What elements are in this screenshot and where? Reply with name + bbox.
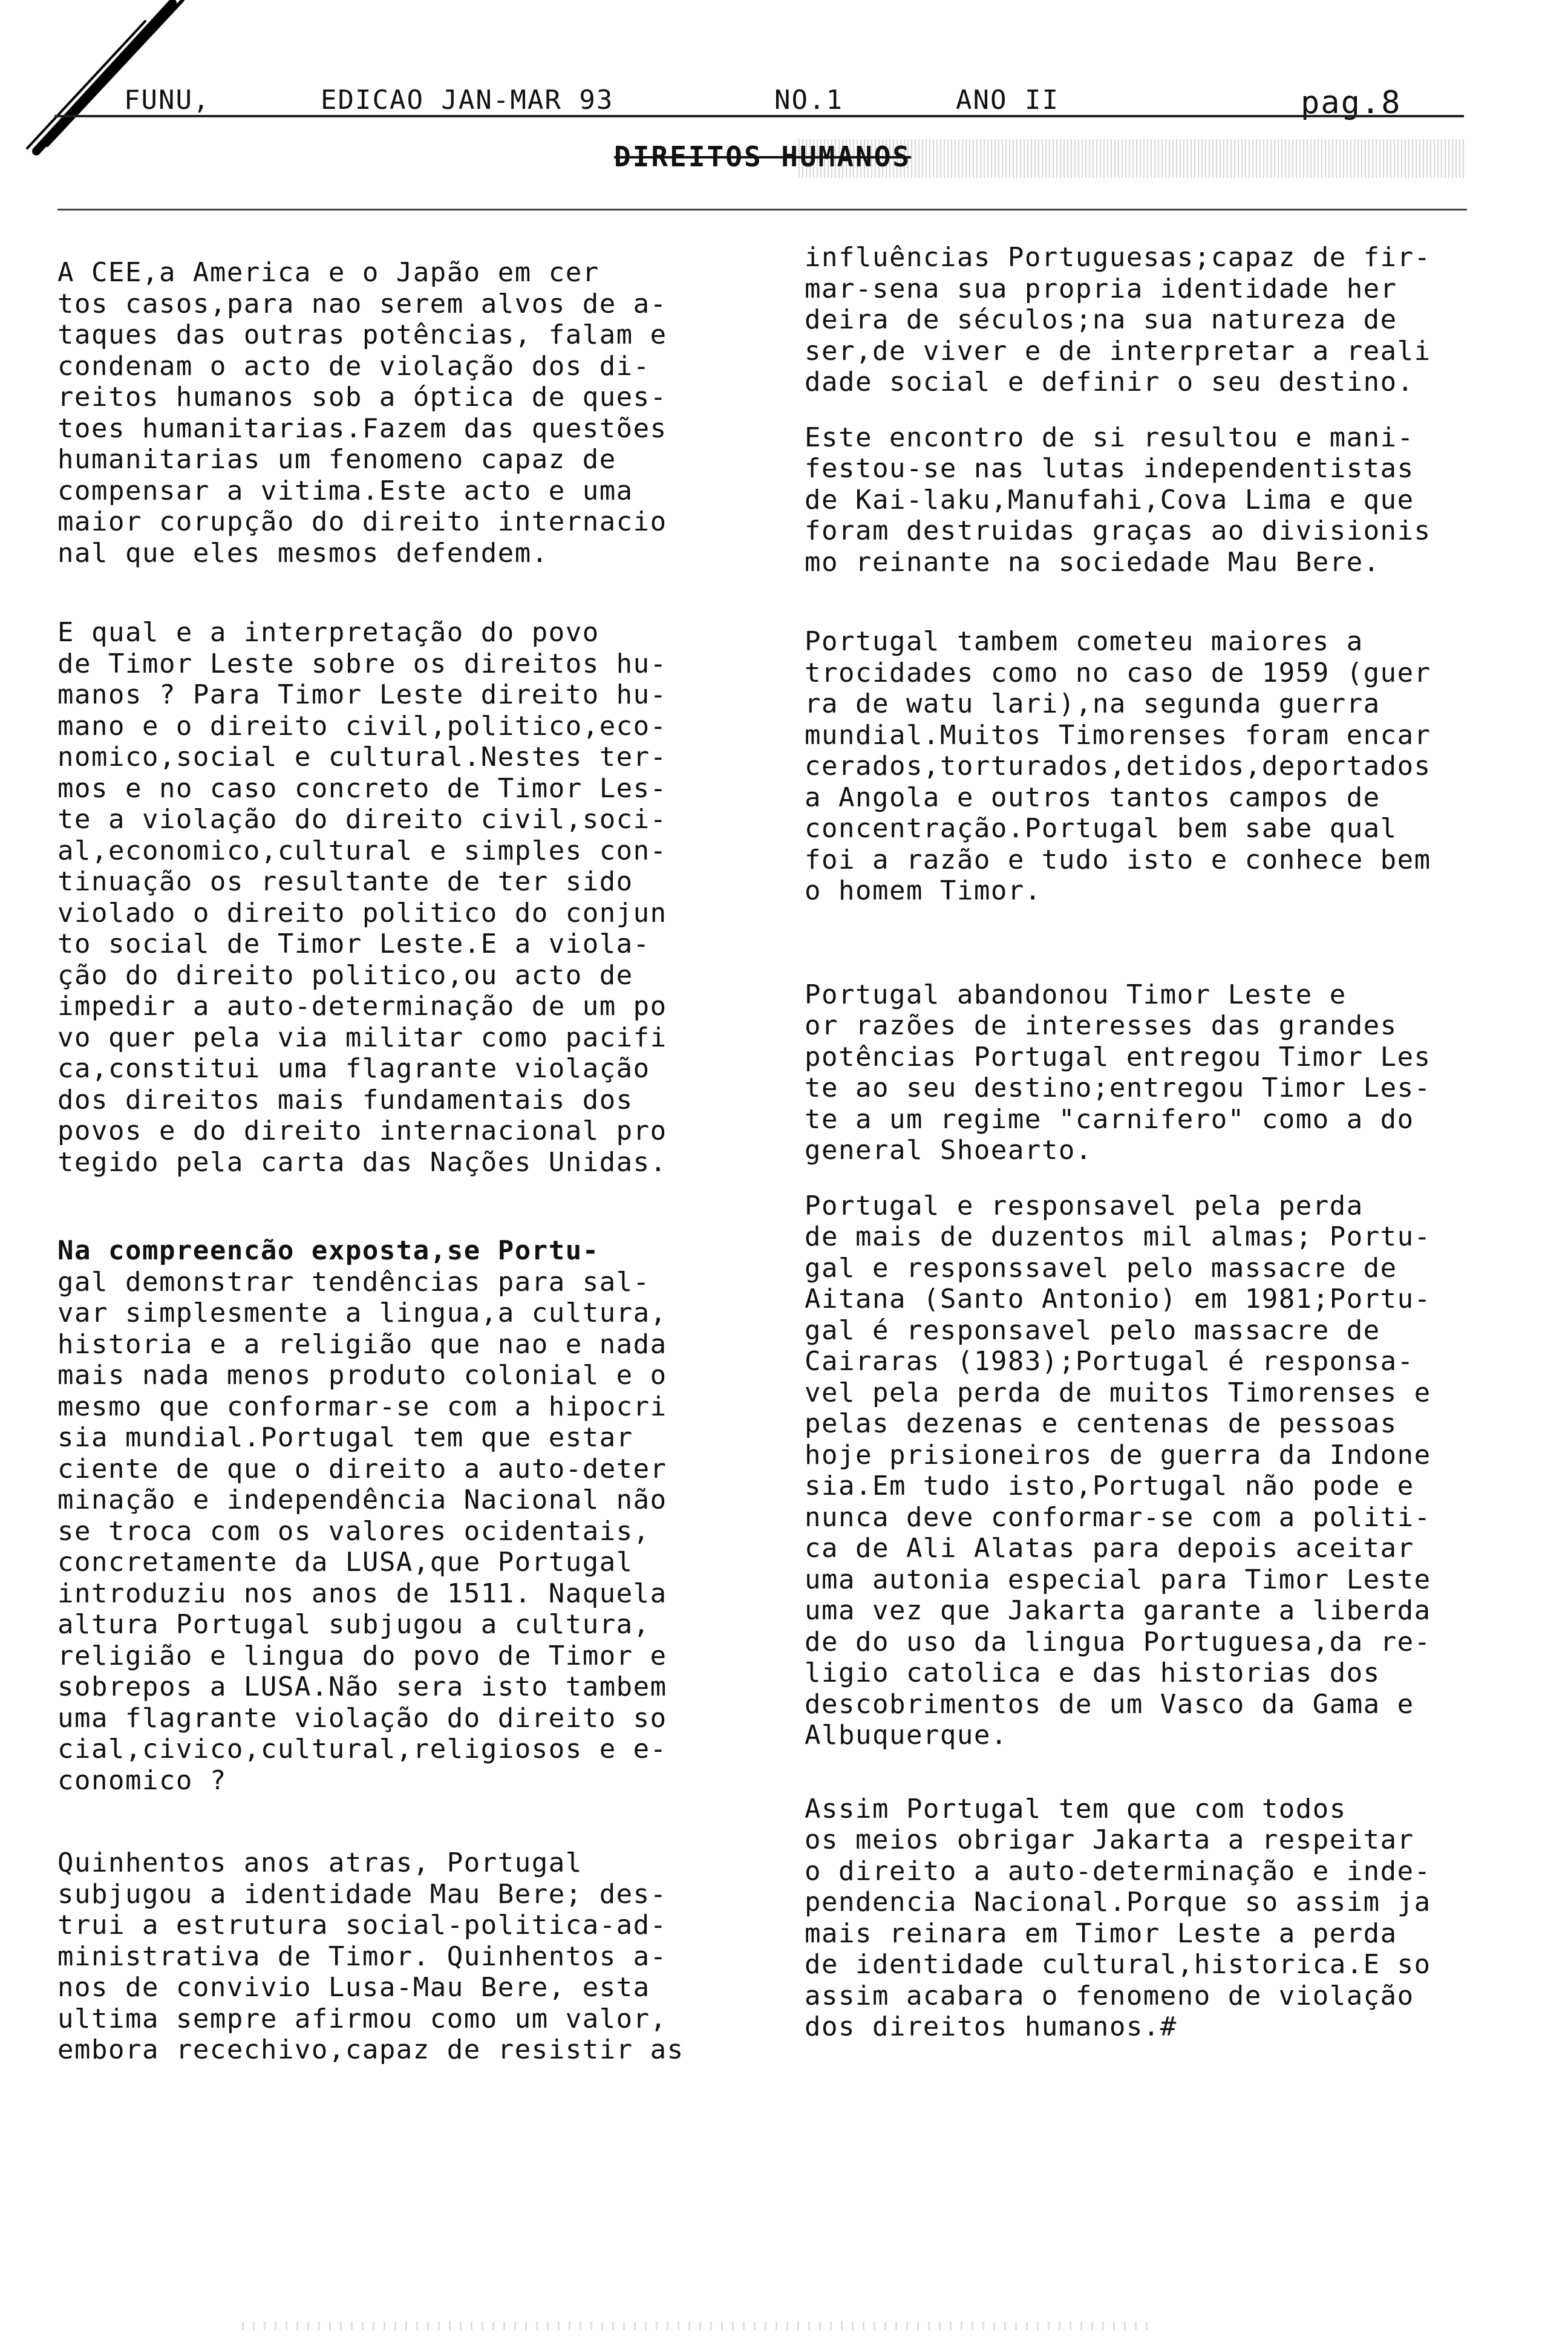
text-line: deira de séculos;na sua natureza de [805,304,1397,335]
text-line: nos de convivio Lusa-Mau Bere, esta [57,1972,650,2003]
text-line: potências Portugal entregou Timor Les [805,1041,1431,1073]
text-line: Assim Portugal tem que com todos [805,1793,1347,1824]
paragraph [805,422,1500,578]
text-line: tegido pela carta das Nações Unidas. [57,1146,667,1178]
text-line: mar-sena sua propria identidade her [805,273,1397,304]
page-header [0,73,1568,127]
text-line: nomico,social e cultural.Nestes ter- [57,742,667,772]
paragraph [57,1847,753,2066]
text-line: mais reinara em Timor Leste a perda [805,1918,1397,1949]
text-line: cerados,torturados,detidos,deportados [805,751,1431,782]
text-line: mesmo que conformar-se com a hipocri [57,1391,667,1422]
paragraph [805,1794,1500,2043]
text-line: taques das outras potências, falam e [57,319,667,350]
text-line: toes humanitarias.Fazem das questões [57,413,667,444]
paragraph [57,1235,753,1796]
text-line: tinuação os resultante de ter sido [57,866,633,897]
text-line: minação e independência Nacional não [57,1484,667,1515]
text-line: de Timor Leste sobre os direitos hu- [57,648,667,679]
text-line: ciente de que o direito a auto-deter [57,1453,667,1484]
paragraph [57,257,753,569]
text-line: compensar a vitima.Este acto e uma [57,475,633,506]
text-line: mais nada menos produto colonial e o [57,1360,667,1391]
paragraph [805,1190,1500,1751]
text-line: ligio catolica e das historias dos [805,1657,1380,1688]
text-line: to social de Timor Leste.E a viola- [57,929,650,959]
paragraph [805,979,1500,1166]
text-line: Na compreencão exposta,se Portu- [57,1235,599,1266]
header-rule [54,115,1464,117]
text-line: dos direitos mais fundamentais dos [57,1084,633,1115]
text-line: foi a razão e tudo isto e conhece bem [805,844,1431,875]
scan-noise-footer [242,2322,1149,2330]
publication-name: FUNU, [124,85,211,116]
text-line: o homem Timor. [805,875,1042,906]
text-line: te a violação do direito civil,soci- [57,804,667,835]
text-line: manos ? Para Timor Leste direito hu- [57,679,667,710]
text-line: assim acabara o fenomeno de violação [805,1980,1414,2011]
text-line: gal demonstrar tendências para sal- [57,1266,650,1298]
text-line: te ao seu destino;entregou Timor Les- [805,1073,1431,1103]
text-line: mos e no caso concreto de Timor Les- [57,772,667,804]
text-line: gal e responssavel pelo massacre de [805,1252,1397,1284]
text-line: reitos humanos sob a óptica de ques- [57,382,667,413]
text-line: Portugal tambem cometeu maiores a [805,626,1364,657]
text-line: ultima sempre afirmou como um valor, [57,2003,667,2034]
text-line: subjugou a identidade Mau Bere; des- [57,1878,667,1910]
text-line: al,economico,cultural e simples con- [57,835,667,866]
text-line: historia e a religião que nao e nada [57,1328,667,1360]
text-line: concretamente da LUSA,que Portugal [57,1547,633,1578]
text-line: a Angola e outros tantos campos de [805,782,1380,813]
text-line: violado o direito politico do conjun [57,897,667,929]
text-line: Aitana (Santo Antonio) em 1981;Portu- [805,1284,1431,1314]
text-line: dade social e definir o seu destino. [805,367,1414,397]
text-line: povos e do direito internacional pro [57,1115,667,1146]
text-line: influências Portuguesas;capaz de fir- [805,242,1431,273]
text-line: humanitarias um fenomeno capaz de [57,444,616,475]
text-line: sobrepos a LUSA.Não sera isto tambem [57,1671,667,1702]
text-line: hoje prisioneiros de guerra da Indone [805,1439,1431,1471]
text-line: sia.Em tudo isto,Portugal não pode e [805,1471,1414,1501]
text-line: de mais de duzentos mil almas; Portu- [805,1221,1431,1252]
text-line: ca,constitui uma flagrante violação [57,1053,650,1084]
text-line: maior corupção do direito internacio [57,506,667,537]
text-line: mano e o direito civil,politico,eco- [57,710,667,742]
text-line: sia mundial.Portugal tem que estar [57,1422,633,1453]
text-line: nal que eles mesmos defendem. [57,537,549,569]
text-line: introduziu nos anos de 1511. Naquela [57,1578,667,1609]
text-line: uma flagrante violação do direito so [57,1702,667,1734]
text-line: nunca deve conformar-se com a politi- [805,1501,1431,1533]
text-line: os meios obrigar Jakarta a respeitar [805,1824,1414,1855]
text-line: A CEE,a America e o Japão em cer [57,257,599,288]
paragraph [805,626,1500,907]
text-line: altura Portugal subjugou a cultura, [57,1609,650,1640]
text-line: gal é responsavel pelo massacre de [805,1314,1380,1346]
text-line: ca de Ali Alatas para depois aceitar [805,1533,1414,1564]
text-line: Este encontro de si resultou e mani- [805,422,1414,453]
text-line: de identidade cultural,historica.E so [805,1949,1431,1980]
right-text-column [805,242,1500,2043]
text-line: impedir a auto-determinação de um po [57,991,667,1022]
text-line: Portugal abandonou Timor Leste e [805,979,1347,1010]
page-number: pag.8 [1301,85,1402,121]
paragraph [57,617,753,1178]
text-line: Quinhentos anos atras, Portugal [57,1847,583,1878]
issue-year: ANO II [956,85,1059,116]
text-line: trocidades como no caso de 1959 (guer [805,657,1431,688]
left-text-column [57,257,753,2066]
text-line: pelas dezenas e centenas de pessoas [805,1408,1397,1439]
text-line: Cairaras (1983);Portugal é responsa- [805,1346,1414,1377]
text-line: embora recechivo,capaz de resistir as [57,2034,684,2065]
issue-number: NO.1 [774,85,843,116]
text-line: condenam o acto de violação dos di- [57,350,650,382]
text-line: trui a estrutura social-politica-ad- [57,1910,667,1941]
text-line: vel pela perda de muitos Timorenses e [805,1377,1431,1408]
paragraph [805,242,1500,398]
text-line: mo reinante na sociedade Mau Bere. [805,546,1380,578]
text-line: de Kai-laku,Manufahi,Cova Lima e que [805,484,1414,515]
text-line: vo quer pela via militar como pacifi [57,1022,667,1053]
text-line: Portugal e responsavel pela perda [805,1190,1364,1221]
text-line: dos direitos humanos.# [805,2011,1177,2042]
text-line: religião e lingua do povo de Timor e [57,1640,667,1671]
text-line: descobrimentos de um Vasco da Gama e [805,1688,1414,1720]
text-line: uma vez que Jakarta garante a liberda [805,1595,1431,1626]
text-line: tos casos,para nao serem alvos de a- [57,288,667,319]
text-line: general Shoearto. [805,1135,1093,1166]
text-line: o direito a auto-determinação e inde- [805,1855,1431,1887]
text-line: ser,de viver e de interpretar a reali [805,335,1431,367]
text-line: cial,civico,cultural,religiosos e e- [57,1734,667,1765]
section-title: DIREITOS HUMANOS [614,140,912,173]
text-line: ra de watu lari),na segunda guerra [805,688,1380,719]
text-line: or razões de interesses das grandes [805,1010,1397,1041]
section-rule [57,209,1467,211]
text-line: concentração.Portugal bem sabe qual [805,813,1397,844]
text-line: var simplesmente a lingua,a cultura, [57,1298,667,1328]
text-line: uma autonia especial para Timor Leste [805,1564,1431,1595]
text-line: de do uso da lingua Portuguesa,da re- [805,1626,1431,1657]
text-line: E qual e a interpretação do povo [57,617,599,648]
text-line: festou-se nas lutas independentistas [805,453,1414,484]
text-line: ministrativa de Timor. Quinhentos a- [57,1941,667,1972]
text-line: foram destruidas graças ao divisionis [805,515,1431,546]
text-line: mundial.Muitos Timorenses foram encar [805,719,1431,751]
text-line: conomico ? [57,1765,227,1796]
text-line: Albuquerque. [805,1720,1008,1751]
text-line: pendencia Nacional.Porque so assim ja [805,1887,1431,1918]
edition-date: EDICAO JAN-MAR 93 [321,85,614,116]
text-line: se troca com os valores ocidentais, [57,1515,650,1547]
text-line: ção do direito politico,ou acto de [57,959,633,991]
text-line: te a um regime "carnifero" como a do [805,1103,1414,1135]
